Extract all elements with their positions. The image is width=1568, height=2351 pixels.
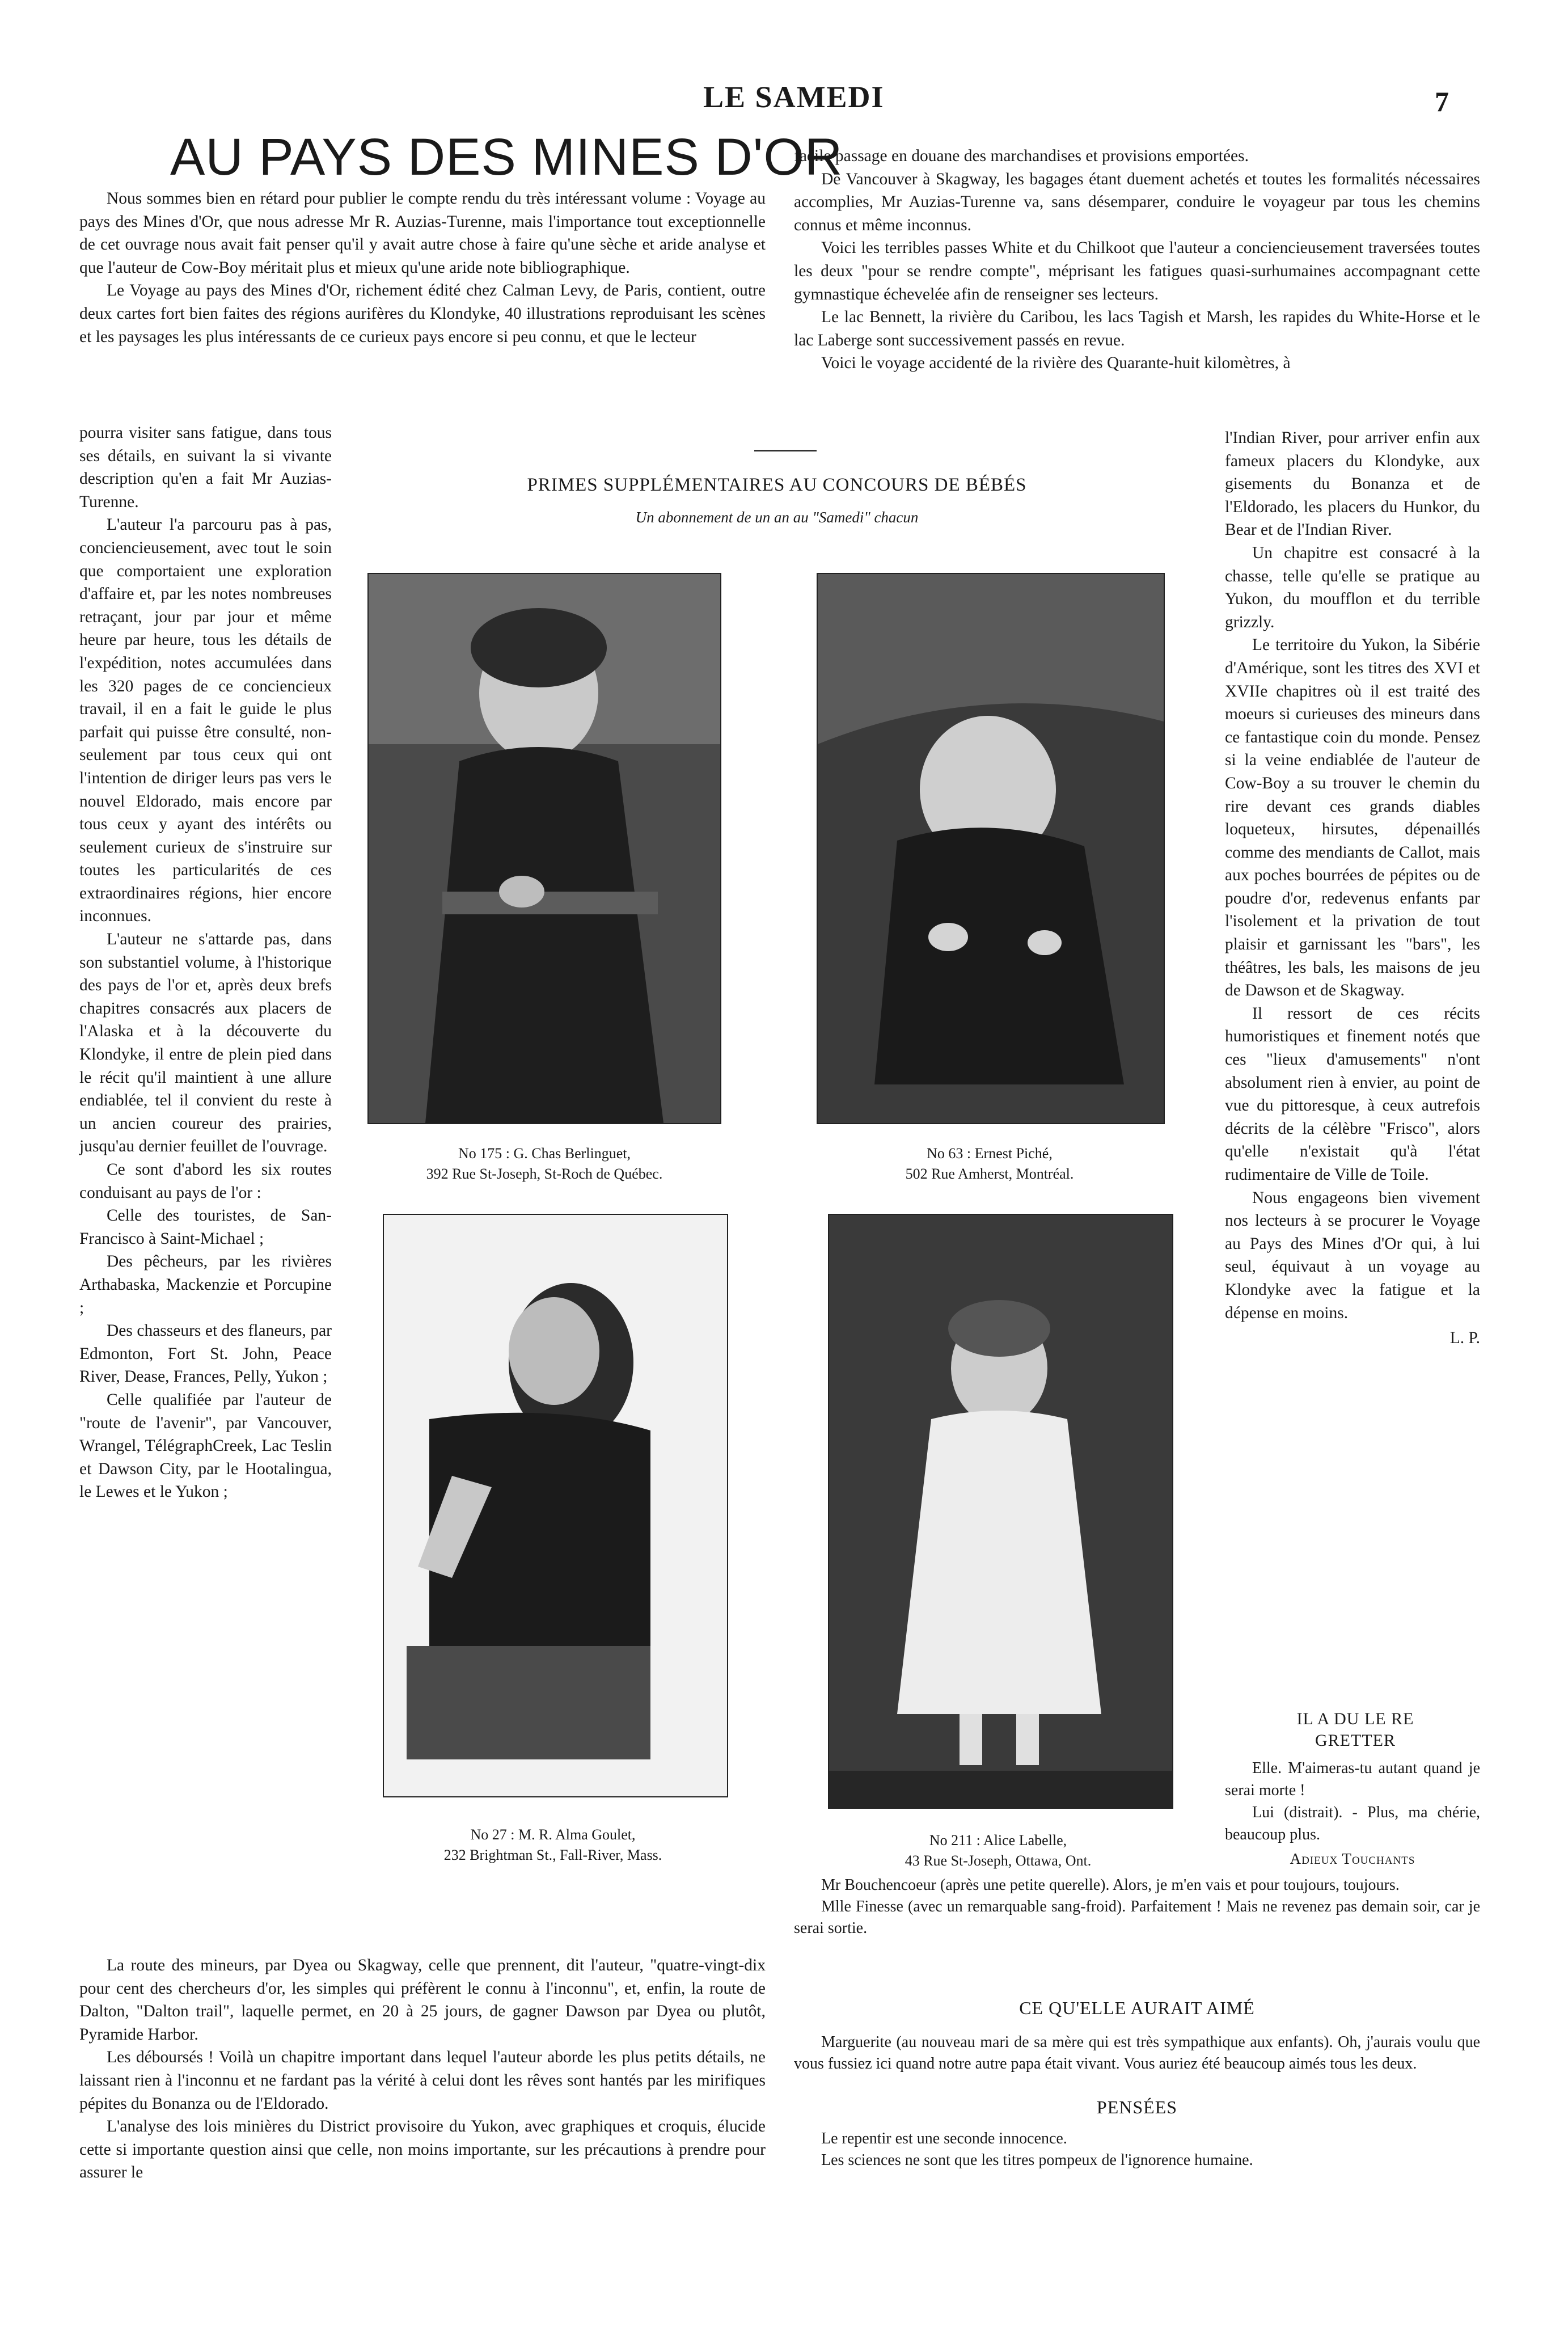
baby-photo-1 [367, 573, 721, 1124]
article-paragraph: L'auteur l'a parcouru pas à pas, conciencieusement, avec tout le soin que comportaient une exploration d'affaire et, par les notes nombreuses retraçant, jour par jour et même heure par heure, tous les détails de l'expédition, notes accumulées dans les 320 pages de ce conciencieux travail, il en a fait le guide le plus parfait qui puisse être consulté, non-seulement par tous ceux qui ont l'intention de diriger leurs pas vers le nouvel Eldorado, mais encore par tous ceux y ayant des intérêts ou seulement curieux de s'instruire sur toutes les particularités de ces extraordinaires régions, hier encore inconnues. [79, 516, 332, 926]
article-paragraph: Des chasseurs et des flaneurs, par Edmonton, Fort St. John, Peace River, Dease, Frances, Pelly, Yukon ; [79, 1322, 332, 1386]
article-paragraph: facile passage en douane des marchandises et provisions emportées. [794, 147, 1249, 165]
article-bottom-left [79, 1954, 766, 2184]
article-paragraph: Ce sont d'abord les six routes conduisant au pays de l'or : [79, 1160, 332, 1202]
article-paragraph: Le lac Bennett, la rivière du Caribou, les lacs Tagish et Marsh, les rapides du White-Horse et le lac Laberge sont successivement passés en revue. [794, 308, 1480, 349]
caption-name: No 211 : Alice Labelle, [929, 1832, 1067, 1848]
contest-subtitle-text: Un abonnement de un an au "Samedi" chacun [635, 509, 919, 526]
photo-caption-4 [800, 1830, 1197, 1871]
article-paragraph: Celle qualifiée par l'auteur de "route de l'avenir", par Vancouver, Wrangel, TélégraphCreek, Lac Teslin et Dawson City, par le Hootalingua, le Lewes et le Yukon ; [79, 1390, 332, 1501]
article-paragraph: Le territoire du Yukon, la Sibérie d'Amérique, sont les titres des XVI et XVIIe chapitres où il est traité des moeurs si curieuses des mineurs dans ce fantastique coin du monde. Pensez si la veine endiablée de l'auteur de Cow-Boy a su trouver le chemin du rire devant ces grands diables loqueteux, hirsutes, dépenaillés comme des mendiants de Callot, mais aux poches bourrées de pépites ou de poudre d'or, redevenus enfants par l'isolement et la privation de tout plaisir et garnissant les "bars", les théâtres, les bals, les maisons de jeu de Dawson et de Skagway. [1225, 636, 1480, 1000]
intro-paragraph: Nous sommes bien en rétard pour publier le compte rendu du très intéressant volume : Voyage au pays des Mines d'Or, que nous adresse Mr R. Auzias-Turenne, mais l'importance tout exceptionnelle de cet ouvrage nous avait fait penser qu'il y avait autre chose à faire qu'une sèche et aride analyse et que l'auteur de Cow-Boy méritait plus et mieux qu'une aride note bibliographique. [79, 189, 766, 277]
photo-image [818, 574, 1164, 1123]
ce-quelle-title: CE QU'ELLE AURAIT AIMÉ [1019, 1998, 1255, 2018]
dialogue-line: Marguerite (au nouveau mari de sa mère qui est très sympathique aux enfants). Oh, j'aurais voulu que vous fussiez ici quand notre autre papa était vivant. Vous auriez été beaucoup aimés tous les deux. [794, 2033, 1480, 2073]
photo-caption-1 [340, 1143, 749, 1184]
article-paragraph: De Vancouver à Skagway, les bagages étant duement achetés et toutes les formalités nécessaires accomplies, Mr Auzias-Turenne va, sans désemparer, conduire le voyageur par tous les chemins connus et même inconnus. [794, 170, 1480, 234]
article-title: AU PAYS DES MINES D'OR [170, 128, 843, 186]
dialogue-line: Lui (distrait). - Plus, ma chérie, beaucoup plus. [1225, 1804, 1480, 1843]
article-paragraph: Un chapitre est consacré à la chasse, telle qu'elle se pratique au Yukon, du moufflon et du terrible grizzly. [1225, 543, 1480, 631]
article-intro [79, 187, 766, 348]
dialogue-line: Mlle Finesse (avec un remarquable sang-froid). Parfaitement ! Mais ne revenez pas demain soir, car je serai sortie. [794, 1898, 1480, 1937]
il-a-du-text [1225, 1757, 1480, 1846]
article-narrow-column [79, 421, 332, 1504]
caption-address: 502 Rue Amherst, Montréal. [905, 1166, 1074, 1182]
photo-image [384, 1215, 727, 1796]
photo-caption-2 [794, 1143, 1185, 1184]
article-paragraph: La route des mineurs, par Dyea ou Skagway, celle que prennent, dit l'auteur, "quatre-vingt-dix pour cent des chercheurs d'or, les simples qui préfèrent le connu à l'inconnu", et, enfin, la route de Dalton, "Dalton trail", laquelle permet, en 20 à 25 jours, de gagner Dawson par Dyea ou plutôt, Pyramide Harbor. [79, 1956, 766, 2044]
baby-photo-2 [817, 573, 1165, 1124]
article-paragraph: pourra visiter sans fatigue, dans tous ses détails, en suivant la si vivante description qu'en a fait Mr Auzias-Turenne. [79, 424, 332, 511]
thought-line: Les sciences ne sont que les titres pompeux de l'ignorence humaine. [821, 2151, 1253, 2169]
article-signature: L. P. [1449, 1329, 1480, 1348]
photo-image [369, 574, 720, 1123]
contest-subtitle [352, 509, 1202, 526]
article-paragraph: Des pêcheurs, par les rivières Arthabaska, Mackenzie et Porcupine ; [79, 1252, 332, 1317]
article-paragraph: Voici les terribles passes White et du Chilkoot que l'auteur a conciencieusement traversées toutes les deux "pour se rendre compte", méprisant les fatigues quasi-surhumaines accompagnant cette gymnastique échevelée afin de renseigner ses lecteurs. [794, 239, 1480, 303]
photo-caption-3 [357, 1825, 749, 1865]
article-right-column [1225, 427, 1480, 1350]
article-paragraph: l'Indian River, pour arriver enfin aux fameux placers du Klondyke, aux gisements du Bonanza et de l'Eldorado, les placers du Hunkor, du Bear et de l'Indian River. [1225, 429, 1480, 539]
photo-image [829, 1215, 1172, 1808]
caption-address: 43 Rue St-Joseph, Ottawa, Ont. [905, 1852, 1092, 1869]
thought-line: Le repentir est une seconde innocence. [821, 2130, 1067, 2147]
il-a-du-title-line2: GRETTER [1315, 1731, 1396, 1750]
pensees-text [794, 2128, 1480, 2171]
adieux-text [794, 1875, 1480, 1939]
newspaper-title: LE SAMEDI [703, 80, 885, 114]
baby-photo-3 [383, 1214, 728, 1797]
article-paragraph: L'analyse des lois minières du District provisoire du Yukon, avec graphiques et croquis, élucide cette si importante question ainsi que celle, non moins importante, sur les précautions à prendre pour assurer le [79, 2117, 766, 2182]
divider [754, 450, 817, 451]
intro-paragraph: Le Voyage au pays des Mines d'Or, richement édité chez Calman Levy, de Paris, contient, outre deux cartes fort bien faites des régions aurifères du Klondyke, 40 illustrations reproduisant les scènes et les paysages les plus intéressants de ce curieux pays encore si peu connu, et que le lecteur [79, 281, 766, 346]
caption-address: 232 Brightman St., Fall-River, Mass. [443, 1847, 662, 1863]
dialogue-line: Mr Bouchencoeur (après une petite querelle). Alors, je m'en vais et pour toujours, toujours. [821, 1876, 1400, 1894]
contest-title: PRIMES SUPPLÉMENTAIRES AU CONCOURS DE BÉBÉS [527, 475, 1027, 495]
caption-address: 392 Rue St-Joseph, St-Roch de Québec. [426, 1166, 663, 1182]
pensees-title: PENSÉES [1096, 2097, 1178, 2117]
article-paragraph: Celle des touristes, de San-Francisco à Saint-Michael ; [79, 1206, 332, 1248]
ce-quelle-text [794, 2032, 1480, 2075]
dialogue-line: Elle. M'aimeras-tu autant quand je serai morte ! [1225, 1759, 1480, 1799]
caption-name: No 175 : G. Chas Berlinguet, [458, 1145, 631, 1162]
adieux-title: Adieux Touchants [1290, 1850, 1415, 1867]
baby-photo-4 [828, 1214, 1173, 1809]
il-a-du-title [1231, 1708, 1480, 1751]
il-a-du-title-line1: IL A DU LE RE [1296, 1710, 1414, 1728]
article-paragraph: Les déboursés ! Voilà un chapitre important dans lequel l'auteur aborde les plus petits détails, ne laissant rien à l'inconnu et ne fardant pas la vérité à celui dont les rêves sont hantés par les mirifiques pépites du Bonanza ou de l'Eldorado. [79, 2048, 766, 2113]
article-right-top [794, 145, 1480, 375]
page-number: 7 [1435, 86, 1449, 117]
article-paragraph: Voici le voyage accidenté de la rivière des Quarante-huit kilomètres, à [821, 354, 1291, 373]
caption-name: No 27 : M. R. Alma Goulet, [470, 1826, 636, 1843]
article-paragraph: Nous engageons bien vivement nos lecteurs à se procurer le Voyage au Pays des Mines d'Or qui, à lui seul, équivaut à un voyage au Klondyke avec la fatigue et la dépense en moins. [1225, 1188, 1480, 1322]
article-paragraph: L'auteur ne s'attarde pas, dans son substantiel volume, à l'historique des pays de l'or et, après deux brefs chapitres consacrés aux placers de l'Alaska et à la découverte du Klondyke, il entre de plein pied dans le récit qu'il maintient à une allure endiablée, tel il convient du reste à un ancien coureur des prairies, jusqu'au dernier feuillet de l'ouvrage. [79, 930, 332, 1156]
article-paragraph: Il ressort de ces récits humoristiques et finement notés que ces "lieux d'amusements" n'ont absolument rien à envier, au point de vue du pittoresque, à ceux autrefois décrits de la célèbre "Frisco", alors qu'elle n'existait qu'à l'état rudimentaire de Ville de Toile. [1225, 1004, 1480, 1184]
caption-name: No 63 : Ernest Piché, [927, 1145, 1053, 1162]
